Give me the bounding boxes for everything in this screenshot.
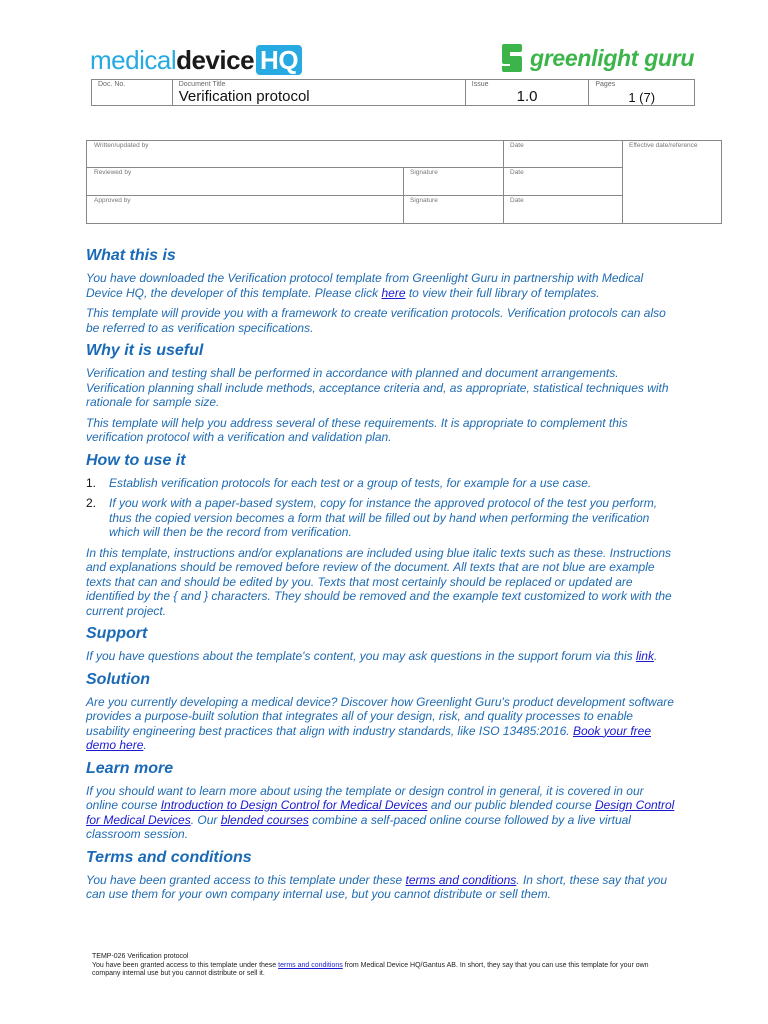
paragraph (86, 873, 678, 902)
greenlight-guru-wordmark: greenlight guru (530, 44, 695, 71)
written-by-label: Written/updated by (94, 142, 149, 149)
text-run: . Our (190, 812, 221, 827)
text-run: You have been granted access to this template under these (86, 872, 406, 887)
document-title-cell (173, 80, 466, 105)
date-label: Date (510, 142, 524, 149)
paragraph (86, 271, 678, 300)
column-divider (622, 141, 623, 224)
row-divider (87, 195, 623, 196)
library-here-link[interactable]: here (381, 285, 406, 300)
design-control-course-link[interactable]: Design Control for Medical Devices (86, 798, 675, 827)
signature-label: Signature (410, 197, 438, 204)
issue-cell (466, 80, 590, 105)
page-footer (92, 953, 672, 979)
section-heading-support: Support (86, 625, 148, 642)
list-item (86, 496, 678, 540)
paragraph: This template will provide you with a framework to create verification protocols. Verification protocols can also be referred to as verification specifications. (86, 306, 666, 335)
effective-date-label: Effective date/reference (629, 142, 698, 149)
document-title-label: Document Title (178, 81, 226, 88)
paragraph (86, 695, 678, 753)
section-heading-solution: Solution (86, 670, 150, 688)
column-divider (403, 167, 404, 224)
list-item (86, 476, 678, 491)
section-heading-why-useful: Why it is useful (86, 342, 204, 359)
paragraph: This template will help you address several of these requirements. It is appropriate to complement this verification protocol with a verification and validation plan. (86, 415, 628, 444)
row-divider (87, 167, 623, 168)
document-body (86, 246, 678, 908)
list-item-text: If you work with a paper-based system, copy for instance the approved protocol of the test you perform, thus the copied version becomes a form that will be filled out by hand when performing the verification which will then be the record from verification. (109, 496, 658, 539)
issue-label: Issue (471, 81, 489, 88)
section-heading-what-this-is: What this is (86, 247, 176, 264)
text-run: from Medical Device HQ/Gantus AB. In short, they say that you can use this template for your own company internal use but you cannot distribute or sell it. (92, 961, 649, 977)
logo-text-medical: medical (90, 44, 177, 75)
paragraph (86, 784, 678, 842)
date-label: Date (510, 169, 524, 176)
logo-text-device: device (176, 44, 255, 75)
text-run: Are you currently developing a medical device? Discover how Greenlight Guru's product development software provides a purpose-built solution that integrates all of your design, risk, and quality processes to enable usability engineering best practices that align with industry standards, like ISO 13485:2016. (86, 694, 674, 738)
list-item-text: Establish verification protocols for each test or a group of tests, for example for a use case. (109, 475, 592, 490)
intro-design-control-course-link[interactable]: Introduction to Design Control for Medical Devices (160, 798, 428, 812)
approval-signature-table (86, 140, 722, 224)
pages-value: 1 (7) (628, 90, 656, 105)
column-divider (503, 141, 504, 224)
text-run: combine a self-paced online course followed by a live virtual classroom session. (86, 812, 631, 841)
support-forum-link[interactable]: link (635, 649, 654, 663)
text-run: . (143, 738, 147, 752)
blended-courses-link[interactable]: blended courses (220, 812, 309, 827)
paragraph: In this template, instructions and/or explanations are included using blue italic texts such as these. Instructions and explanations should be removed before review of the document. All texts that are not blue are example texts that can and should be edited by you. Texts that most certainly should be replaced or updated are identified by the { and } characters. They should be removed and the example text customized to work with the current project. (86, 545, 672, 618)
paragraph (86, 649, 678, 664)
greenlight-g-icon (500, 42, 524, 74)
reviewed-by-label: Reviewed by (94, 169, 132, 176)
pages-label: Pages (595, 81, 616, 88)
text-run: . (653, 649, 658, 663)
footer-terms-notice (92, 962, 672, 979)
pages-cell (589, 80, 694, 105)
text-run: You have been granted access to this template under these (92, 961, 279, 969)
instruction-list (86, 476, 678, 540)
footer-document-id: TEMP-026 Verification protocol (92, 953, 189, 960)
date-label: Date (510, 197, 524, 204)
book-demo-link[interactable]: Book your free demo here (86, 723, 651, 752)
doc-no-label: Doc. No. (98, 81, 126, 88)
text-run: You have downloaded the Verification protocol template from Greenlight Guru in partnership with Medical Device HQ, the developer of this template. Please click (86, 271, 644, 300)
doc-no-cell (92, 80, 173, 105)
list-number: 2. (86, 496, 97, 510)
paragraph: Verification and testing shall be performed in accordance with planned and document arrangements. Verification planning shall include methods, acceptance criteria and, as appropriate, statistical techniques with rationale for sample size. (86, 366, 669, 409)
footer-terms-link[interactable]: terms and conditions (278, 961, 343, 969)
list-number: 1. (86, 475, 97, 490)
text-run: If you should want to learn more about using the template or design control in general, it is covered in our online course (86, 783, 644, 812)
section-heading-how-to-use: How to use it (86, 451, 186, 469)
issue-value: 1.0 (516, 88, 538, 105)
signature-label: Signature (410, 169, 438, 176)
section-heading-learn-more: Learn more (86, 759, 174, 777)
text-run: If you have questions about the template's content, you may ask questions in the support forum via this (86, 649, 636, 663)
greenlight-guru-logo (500, 40, 694, 76)
section-heading-terms: Terms and conditions (86, 848, 252, 866)
text-run: to view their full library of templates. (405, 285, 600, 300)
medical-device-hq-logo (90, 40, 302, 80)
approved-by-label: Approved by (94, 197, 131, 204)
document-header-table (91, 79, 695, 106)
terms-and-conditions-link[interactable]: terms and conditions (405, 872, 517, 887)
text-run: and our public blended course (427, 798, 595, 812)
document-title-value: Verification protocol (178, 88, 310, 105)
text-run: . In short, these say that you can use them for your own company internal use, but you cannot distribute or sell them. (86, 872, 668, 901)
logo-text-hq: HQ (256, 45, 302, 75)
